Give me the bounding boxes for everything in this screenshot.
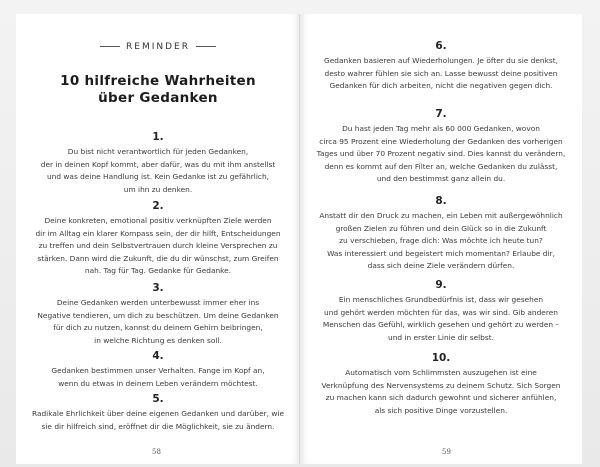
page-number: 58 [152,448,161,456]
page-title [16,73,300,107]
kicker [16,42,300,52]
truth-text: Du hast jeden Tag mehr als 60 000 Gedanken, wovon circa 95 Prozent eine Wiederholung der Gedanken des vorherigen Tages und über 70 Prozent negativ sind. Dies kannst du verändern, denn es kommt auf den Filter an, welche Gedanken du zulässt, und den bestimmst ganz allein du. [316,124,566,184]
truth-item-10 [300,352,582,417]
page-number: 59 [442,448,451,456]
truth-item-2 [16,200,300,278]
truth-text: Automatisch vom Schlimmsten auszugehen ist eine Verknüpfung des Nervensystems zu deinem Schutz. Sich Sorgen zu machen kann sich dadurch gewohnt und sicherer anfühlen, als sich positive Dinge vorzustellen. [321,368,561,415]
truth-number: 6. [435,40,447,52]
truth-text: Radikale Ehrlichkeit über deine eigenen Gedanken und darüber, wie sie dir hilfreich sind, eröffnet dir die Möglichkeit, sie zu ändern. [31,409,285,431]
truth-item-6 [300,40,582,93]
truth-item-4 [16,350,300,390]
truth-number: 10. [431,352,451,364]
kicker-label: REMINDER [126,42,190,52]
truth-text: Deine Gedanken werden unterbewusst immer eher ins Negative tendieren, um dich zu beschützen. Um deine Gedanken für dich zu nutzen, kannst du deinem Gehirn beibringen, in welche Richtung es denken soll. [37,298,279,345]
right-page [300,14,582,464]
truth-number: 4. [152,350,164,362]
truth-number: 7. [435,108,447,120]
truth-number: 3. [152,282,164,294]
truth-text: Ein menschliches Grundbedürfnis ist, dass wir gesehen und gehört werden möchten für das, was wir sind. Gib anderen Menschen das Gefühl, wirklich gesehen und gehört zu werden – und in erster Linie dir selbst. [322,295,560,342]
truth-item-8 [300,195,582,273]
kicker-rule-left [100,46,120,47]
truth-text: Du bist nicht verantwortlich für jeden Gedanken, der in deinen Kopf kommt, aber dafür, was du mit ihm anstellst und was deine Handlung ist. Kein Gedanke ist zu gefährlich, um ihn zu denken. [40,147,276,194]
title-line-2: über Gedanken [98,90,218,106]
truth-text: Anstatt dir den Druck zu machen, ein Leben mit außergewöhnlich großen Zielen zu führen und dein Glück so in die Zukunft zu verschieben, frage dich: Was möchte ich heute tun? Was interessiert und begeistert mich momentan? Erlaube dir, dass sich deine Ziele verändern dürfen. [319,211,563,271]
truth-number: 9. [435,279,447,291]
truth-number: 1. [152,131,164,143]
truth-item-5 [16,393,300,433]
truth-text: Gedanken basieren auf Wiederholungen. Je öfter du sie denkst, desto wahrer fühlen sie sich an. Lasse bewusst deine positiven Gedanken für dich arbeiten, nicht die negativen gegen dich. [324,56,558,91]
truth-number: 8. [435,195,447,207]
truth-item-3 [16,282,300,347]
truth-number: 5. [152,393,164,405]
kicker-rule-right [196,46,216,47]
truth-number: 2. [152,200,164,212]
truth-item-1 [16,131,300,196]
truth-item-7 [300,108,582,186]
left-page [16,14,300,464]
truth-text: Deine konkreten, emotional positiv verknüpften Ziele werden dir im Alltag ein klarer Kompass sein, der dir hilft, Entscheidungen zu treffen und dein Selbstvertrauen durch kleine Versprechen zu stärken. Dann wird die Zukunft, die du dir wünschst, zum Greifen nah. Tag für Tag. Gedanke für Gedanke. [35,216,281,276]
title-line-1: 10 hilfreiche Wahrheiten [60,73,256,89]
truth-item-9 [300,279,582,344]
truth-text: Gedanken bestimmen unser Verhalten. Fange im Kopf an, wenn du etwas in deinem Leben verändern möchtest. [51,366,265,388]
